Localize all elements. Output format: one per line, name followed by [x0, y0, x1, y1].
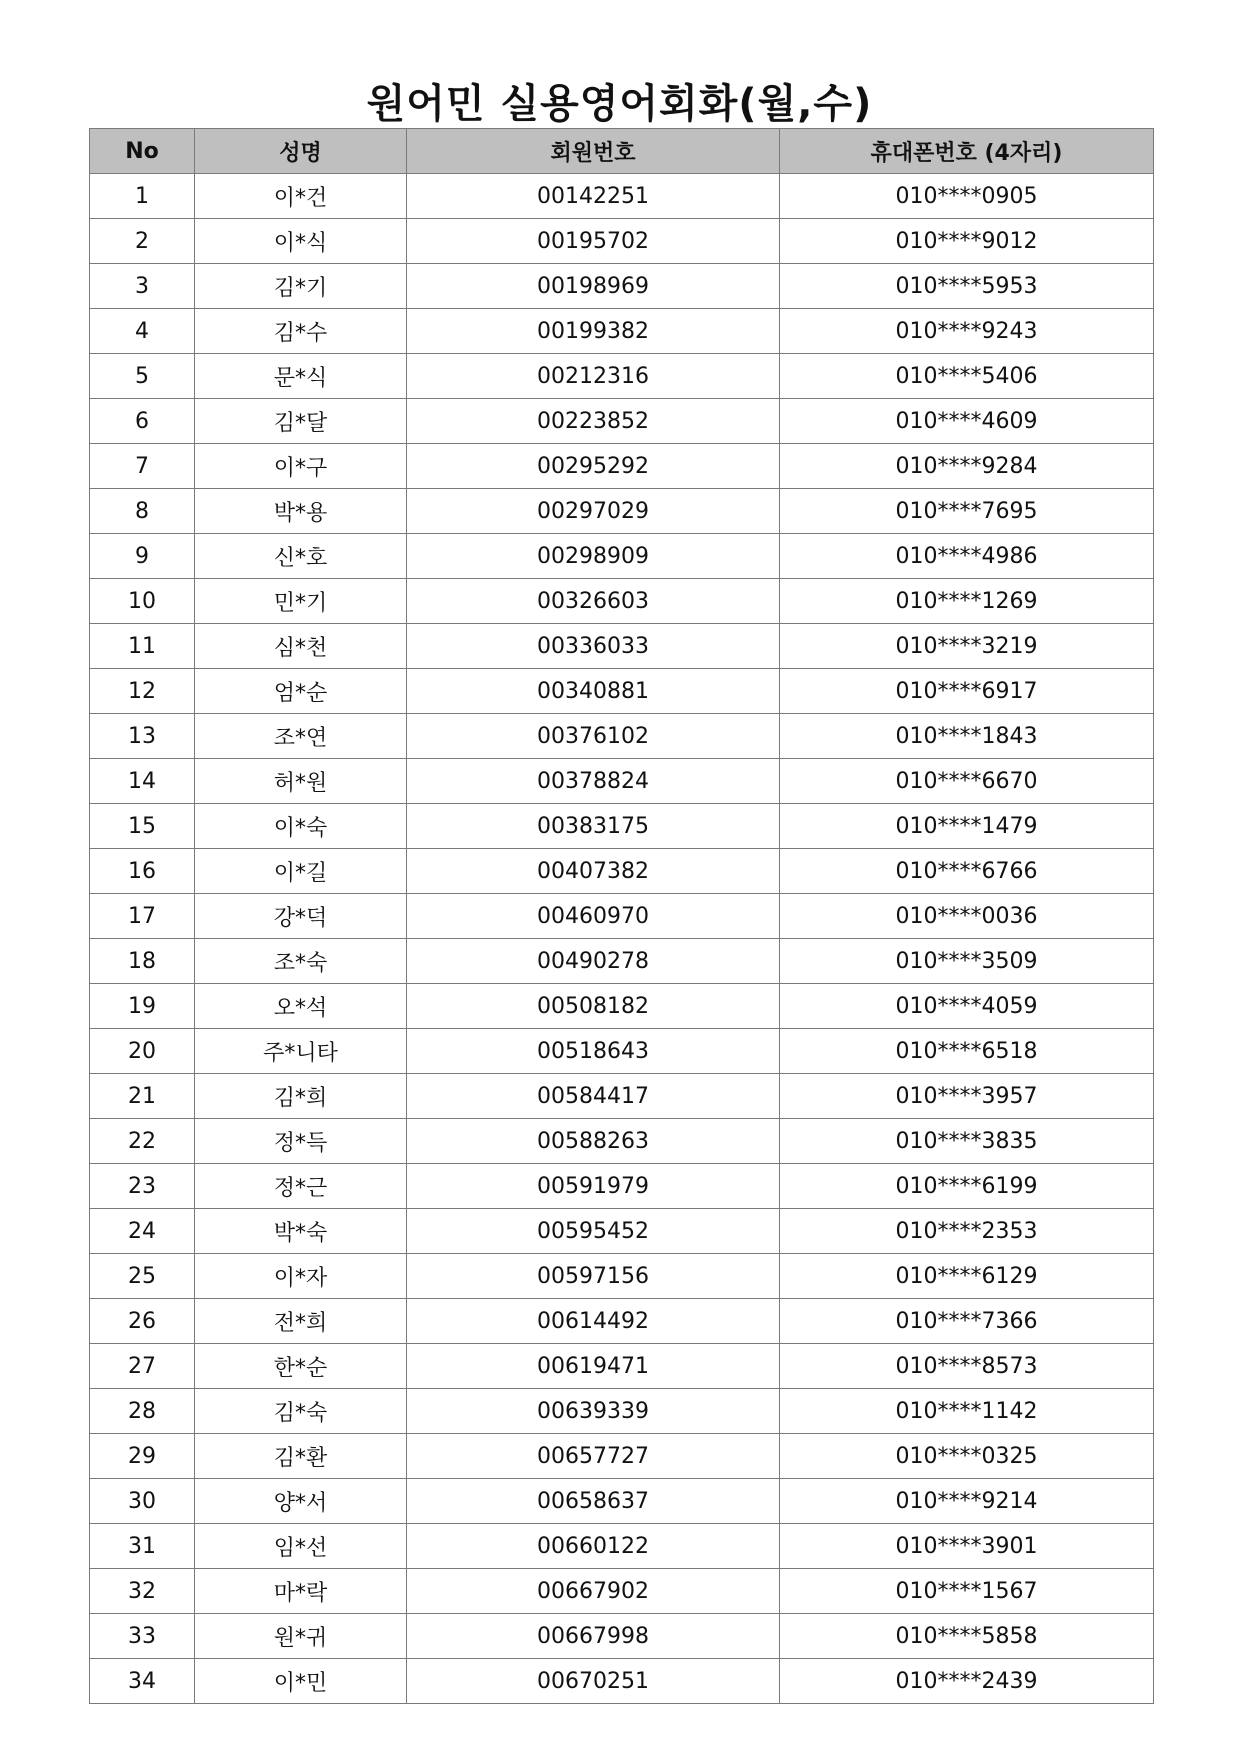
- cell-member-number: 00340881: [407, 669, 780, 714]
- cell-phone-number: 010****3901: [780, 1524, 1154, 1569]
- cell-phone-number: 010****4609: [780, 399, 1154, 444]
- table-row: [90, 174, 1154, 219]
- table-row: [90, 309, 1154, 354]
- cell-phone-number: 010****7695: [780, 489, 1154, 534]
- cell-name: 김*숙: [195, 1389, 407, 1434]
- cell-member-number: 00658637: [407, 1479, 780, 1524]
- cell-phone-number: 010****5953: [780, 264, 1154, 309]
- cell-name: 이*자: [195, 1254, 407, 1299]
- cell-phone-number: 010****0905: [780, 174, 1154, 219]
- cell-no: 8: [90, 489, 195, 534]
- cell-member-number: 00639339: [407, 1389, 780, 1434]
- table-row: [90, 1029, 1154, 1074]
- table-body: [90, 174, 1154, 1704]
- cell-member-number: 00223852: [407, 399, 780, 444]
- header-member-number: 회원번호: [407, 129, 780, 174]
- cell-no: 12: [90, 669, 195, 714]
- table-row: [90, 1119, 1154, 1164]
- cell-no: 27: [90, 1344, 195, 1389]
- cell-name: 김*수: [195, 309, 407, 354]
- table-row: [90, 354, 1154, 399]
- cell-member-number: 00378824: [407, 759, 780, 804]
- cell-phone-number: 010****0036: [780, 894, 1154, 939]
- cell-name: 신*호: [195, 534, 407, 579]
- cell-phone-number: 010****9214: [780, 1479, 1154, 1524]
- table-row: [90, 669, 1154, 714]
- cell-phone-number: 010****5406: [780, 354, 1154, 399]
- cell-phone-number: 010****6199: [780, 1164, 1154, 1209]
- cell-no: 22: [90, 1119, 195, 1164]
- table-row: [90, 1659, 1154, 1704]
- cell-no: 15: [90, 804, 195, 849]
- cell-member-number: 00142251: [407, 174, 780, 219]
- cell-member-number: 00670251: [407, 1659, 780, 1704]
- cell-name: 민*기: [195, 579, 407, 624]
- table-row: [90, 1614, 1154, 1659]
- cell-phone-number: 010****2353: [780, 1209, 1154, 1254]
- cell-name: 이*숙: [195, 804, 407, 849]
- cell-phone-number: 010****3219: [780, 624, 1154, 669]
- cell-no: 9: [90, 534, 195, 579]
- cell-no: 5: [90, 354, 195, 399]
- cell-no: 30: [90, 1479, 195, 1524]
- cell-phone-number: 010****9284: [780, 444, 1154, 489]
- cell-no: 23: [90, 1164, 195, 1209]
- cell-name: 이*길: [195, 849, 407, 894]
- cell-phone-number: 010****8573: [780, 1344, 1154, 1389]
- cell-no: 2: [90, 219, 195, 264]
- cell-no: 4: [90, 309, 195, 354]
- cell-member-number: 00584417: [407, 1074, 780, 1119]
- table-row: [90, 1434, 1154, 1479]
- cell-phone-number: 010****3957: [780, 1074, 1154, 1119]
- table-row: [90, 1164, 1154, 1209]
- cell-name: 박*용: [195, 489, 407, 534]
- cell-phone-number: 010****1479: [780, 804, 1154, 849]
- cell-phone-number: 010****6670: [780, 759, 1154, 804]
- table-row: [90, 804, 1154, 849]
- table-row: [90, 894, 1154, 939]
- cell-no: 24: [90, 1209, 195, 1254]
- cell-member-number: 00383175: [407, 804, 780, 849]
- cell-name: 전*희: [195, 1299, 407, 1344]
- cell-name: 양*서: [195, 1479, 407, 1524]
- cell-phone-number: 010****1142: [780, 1389, 1154, 1434]
- table-row: [90, 1254, 1154, 1299]
- cell-no: 17: [90, 894, 195, 939]
- cell-no: 32: [90, 1569, 195, 1614]
- table-row: [90, 1389, 1154, 1434]
- table-row: [90, 264, 1154, 309]
- cell-member-number: 00588263: [407, 1119, 780, 1164]
- cell-phone-number: 010****1843: [780, 714, 1154, 759]
- cell-name: 임*선: [195, 1524, 407, 1569]
- cell-name: 이*민: [195, 1659, 407, 1704]
- cell-phone-number: 010****6129: [780, 1254, 1154, 1299]
- cell-member-number: 00297029: [407, 489, 780, 534]
- cell-no: 28: [90, 1389, 195, 1434]
- table-row: [90, 1074, 1154, 1119]
- cell-no: 3: [90, 264, 195, 309]
- cell-phone-number: 010****6518: [780, 1029, 1154, 1074]
- cell-no: 16: [90, 849, 195, 894]
- header-phone-number: 휴대폰번호 (4자리): [780, 129, 1154, 174]
- cell-no: 7: [90, 444, 195, 489]
- cell-name: 조*연: [195, 714, 407, 759]
- page-title: 원어민 실용영어회화(월,수): [366, 81, 873, 127]
- cell-member-number: 00212316: [407, 354, 780, 399]
- cell-member-number: 00619471: [407, 1344, 780, 1389]
- table-row: [90, 399, 1154, 444]
- cell-member-number: 00597156: [407, 1254, 780, 1299]
- table-row: [90, 489, 1154, 534]
- member-table-wrapper: [89, 128, 1153, 1704]
- cell-member-number: 00660122: [407, 1524, 780, 1569]
- cell-phone-number: 010****3835: [780, 1119, 1154, 1164]
- cell-no: 25: [90, 1254, 195, 1299]
- cell-phone-number: 010****9012: [780, 219, 1154, 264]
- cell-phone-number: 010****6766: [780, 849, 1154, 894]
- table-row: [90, 759, 1154, 804]
- cell-phone-number: 010****2439: [780, 1659, 1154, 1704]
- cell-no: 14: [90, 759, 195, 804]
- cell-name: 이*건: [195, 174, 407, 219]
- cell-no: 6: [90, 399, 195, 444]
- cell-member-number: 00295292: [407, 444, 780, 489]
- cell-phone-number: 010****0325: [780, 1434, 1154, 1479]
- cell-member-number: 00298909: [407, 534, 780, 579]
- cell-member-number: 00667902: [407, 1569, 780, 1614]
- table-row: [90, 579, 1154, 624]
- cell-member-number: 00518643: [407, 1029, 780, 1074]
- cell-no: 18: [90, 939, 195, 984]
- member-table: [89, 128, 1154, 1704]
- table-row: [90, 1569, 1154, 1614]
- cell-name: 엄*순: [195, 669, 407, 714]
- cell-member-number: 00591979: [407, 1164, 780, 1209]
- cell-name: 김*달: [195, 399, 407, 444]
- cell-name: 마*락: [195, 1569, 407, 1614]
- header-name: 성명: [195, 129, 407, 174]
- cell-phone-number: 010****4986: [780, 534, 1154, 579]
- cell-name: 강*덕: [195, 894, 407, 939]
- cell-no: 31: [90, 1524, 195, 1569]
- cell-name: 조*숙: [195, 939, 407, 984]
- cell-name: 김*희: [195, 1074, 407, 1119]
- cell-no: 29: [90, 1434, 195, 1479]
- cell-no: 34: [90, 1659, 195, 1704]
- cell-phone-number: 010****1269: [780, 579, 1154, 624]
- cell-member-number: 00595452: [407, 1209, 780, 1254]
- cell-member-number: 00508182: [407, 984, 780, 1029]
- table-row: [90, 714, 1154, 759]
- cell-name: 정*득: [195, 1119, 407, 1164]
- table-row: [90, 984, 1154, 1029]
- header-no: No: [90, 129, 195, 174]
- cell-no: 11: [90, 624, 195, 669]
- cell-member-number: 00195702: [407, 219, 780, 264]
- cell-no: 1: [90, 174, 195, 219]
- cell-name: 이*식: [195, 219, 407, 264]
- table-row: [90, 849, 1154, 894]
- cell-phone-number: 010****7366: [780, 1299, 1154, 1344]
- cell-no: 20: [90, 1029, 195, 1074]
- cell-name: 문*식: [195, 354, 407, 399]
- cell-phone-number: 010****1567: [780, 1569, 1154, 1614]
- table-row: [90, 1209, 1154, 1254]
- cell-member-number: 00667998: [407, 1614, 780, 1659]
- table-row: [90, 534, 1154, 579]
- cell-member-number: 00460970: [407, 894, 780, 939]
- cell-no: 13: [90, 714, 195, 759]
- table-row: [90, 444, 1154, 489]
- cell-name: 한*순: [195, 1344, 407, 1389]
- cell-member-number: 00490278: [407, 939, 780, 984]
- cell-member-number: 00657727: [407, 1434, 780, 1479]
- cell-name: 박*숙: [195, 1209, 407, 1254]
- cell-name: 원*귀: [195, 1614, 407, 1659]
- cell-no: 21: [90, 1074, 195, 1119]
- cell-name: 오*석: [195, 984, 407, 1029]
- cell-member-number: 00326603: [407, 579, 780, 624]
- cell-name: 심*천: [195, 624, 407, 669]
- cell-no: 19: [90, 984, 195, 1029]
- cell-no: 26: [90, 1299, 195, 1344]
- cell-member-number: 00336033: [407, 624, 780, 669]
- table-row: [90, 1344, 1154, 1389]
- table-row: [90, 219, 1154, 264]
- cell-member-number: 00199382: [407, 309, 780, 354]
- cell-member-number: 00614492: [407, 1299, 780, 1344]
- cell-phone-number: 010****5858: [780, 1614, 1154, 1659]
- table-row: [90, 1479, 1154, 1524]
- table-header-row: [90, 129, 1154, 174]
- cell-phone-number: 010****6917: [780, 669, 1154, 714]
- cell-name: 김*기: [195, 264, 407, 309]
- cell-phone-number: 010****9243: [780, 309, 1154, 354]
- cell-name: 김*환: [195, 1434, 407, 1479]
- cell-phone-number: 010****3509: [780, 939, 1154, 984]
- table-row: [90, 624, 1154, 669]
- cell-name: 주*니타: [195, 1029, 407, 1074]
- cell-member-number: 00198969: [407, 264, 780, 309]
- table-row: [90, 1524, 1154, 1569]
- cell-name: 이*구: [195, 444, 407, 489]
- cell-member-number: 00376102: [407, 714, 780, 759]
- table-row: [90, 939, 1154, 984]
- cell-name: 정*근: [195, 1164, 407, 1209]
- cell-name: 허*원: [195, 759, 407, 804]
- table-row: [90, 1299, 1154, 1344]
- cell-phone-number: 010****4059: [780, 984, 1154, 1029]
- cell-member-number: 00407382: [407, 849, 780, 894]
- cell-no: 10: [90, 579, 195, 624]
- cell-no: 33: [90, 1614, 195, 1659]
